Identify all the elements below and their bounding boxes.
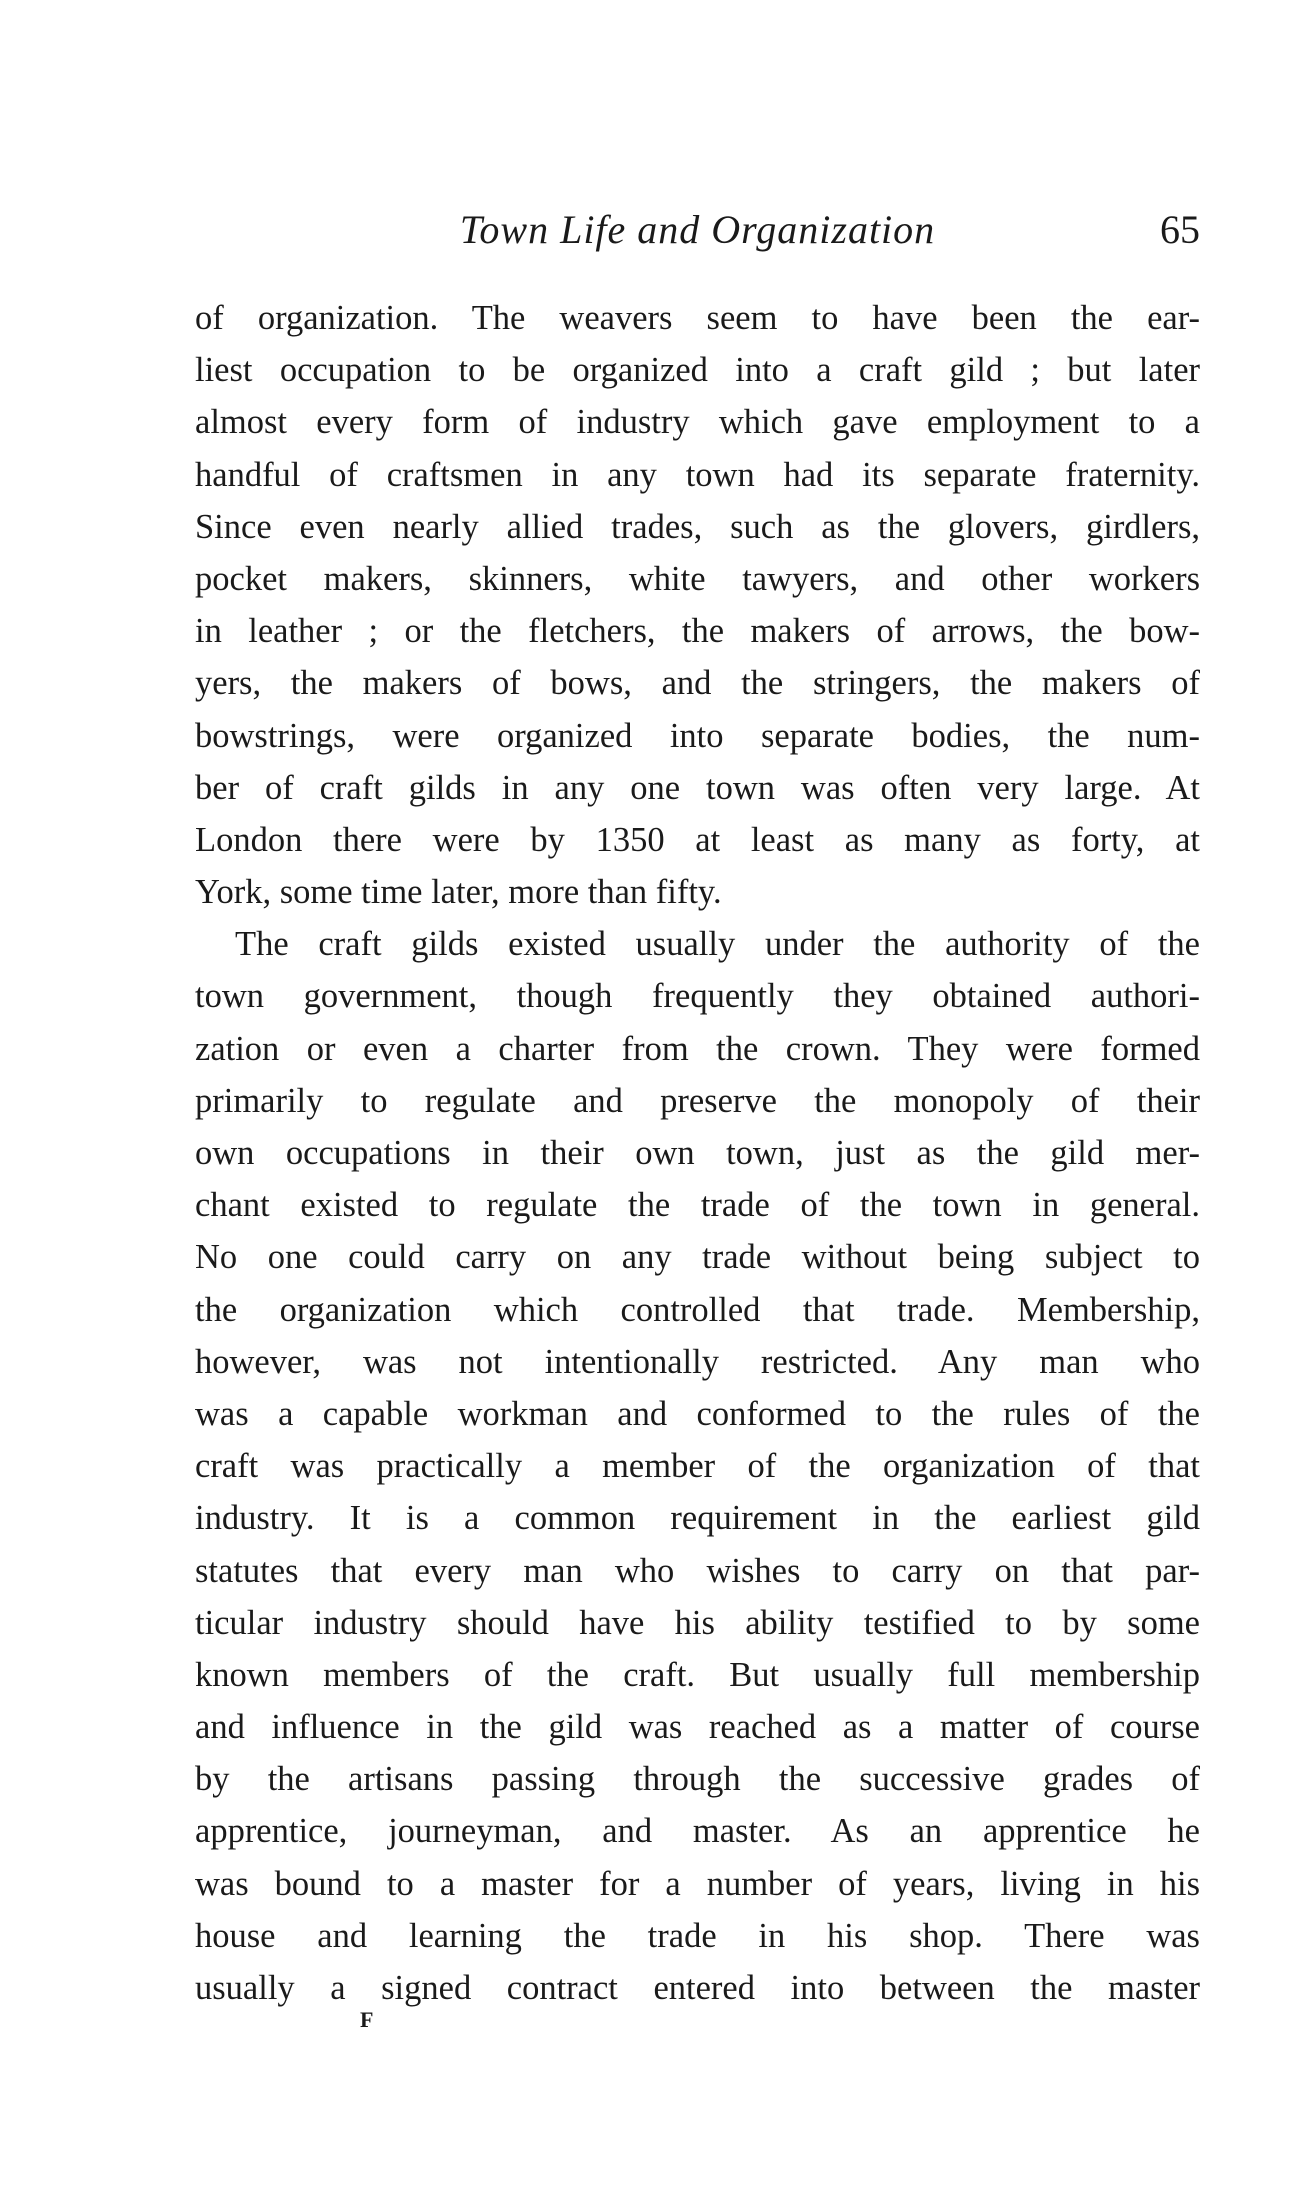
text-line: known members of the craft. But usually full membership bbox=[195, 1655, 1200, 1694]
running-title: Town Life and Organization bbox=[459, 207, 936, 252]
text-line: bowstrings, were organized into separate bodies, the num- bbox=[195, 716, 1200, 755]
text-line: the organization which controlled that trade. Membership, bbox=[195, 1290, 1200, 1329]
text-line: Since even nearly allied trades, such as the glovers, girdlers, bbox=[195, 507, 1200, 546]
text-line: town government, though frequently they obtained authori- bbox=[195, 977, 1200, 1016]
text-line: craft was practically a member of the organization of that bbox=[195, 1447, 1200, 1486]
text-line: London there were by 1350 at least as many as forty, at bbox=[195, 820, 1200, 859]
text-line: ber of craft gilds in any one town was often very large. At bbox=[195, 768, 1200, 807]
text-line: handful of craftsmen in any town had its separate fraternity. bbox=[195, 455, 1200, 494]
text-line: almost every form of industry which gave employment to a bbox=[195, 403, 1200, 442]
text-line: primarily to regulate and preserve the monopoly of their bbox=[195, 1081, 1200, 1120]
text-line: own occupations in their own town, just as the gild mer- bbox=[195, 1134, 1200, 1172]
paragraph-2 bbox=[195, 918, 1200, 2014]
text-line: The craft gilds existed usually under the authority of the bbox=[235, 925, 1200, 964]
text-line: liest occupation to be organized into a craft gild ; but later bbox=[195, 351, 1200, 390]
text-line: yers, the makers of bows, and the stringers, the makers of bbox=[195, 664, 1200, 703]
text-line: of organization. The weavers seem to have been the ear- bbox=[195, 299, 1200, 337]
text-line: statutes that every man who wishes to carry on that par- bbox=[195, 1551, 1200, 1590]
text-line: York, some time later, more than fifty. bbox=[195, 873, 722, 912]
text-line: by the artisans passing through the successive grades of bbox=[195, 1760, 1200, 1799]
text-line: zation or even a charter from the crown. They were formed bbox=[195, 1029, 1200, 1068]
page-number: 65 bbox=[1160, 207, 1200, 252]
text-line: and influence in the gild was reached as a matter of course bbox=[195, 1708, 1200, 1747]
signature-mark: F bbox=[360, 2007, 374, 2032]
text-line: industry. It is a common requirement in the earliest gild bbox=[195, 1499, 1200, 1538]
text-line: ticular industry should have his ability testified to by some bbox=[195, 1603, 1200, 1642]
text-line: pocket makers, skinners, white tawyers, and other workers bbox=[195, 559, 1200, 598]
running-head bbox=[195, 200, 1200, 260]
paragraph-1 bbox=[195, 292, 1200, 918]
text-line: however, was not intentionally restricted. Any man who bbox=[195, 1342, 1200, 1381]
text-line: in leather ; or the fletchers, the makers of arrows, the bow- bbox=[195, 612, 1200, 651]
text-line: No one could carry on any trade without being subject to bbox=[195, 1238, 1200, 1277]
text-line: was bound to a master for a number of years, living in his bbox=[195, 1864, 1200, 1903]
text-line: house and learning the trade in his shop. There was bbox=[195, 1916, 1200, 1955]
text-line: apprentice, journeyman, and master. As an apprentice he bbox=[195, 1812, 1200, 1851]
body-text bbox=[195, 292, 1200, 2014]
text-line: chant existed to regulate the trade of the town in general. bbox=[195, 1186, 1200, 1225]
text-line: usually a signed contract entered into between the master bbox=[195, 1969, 1200, 2007]
text-line: was a capable workman and conformed to the rules of the bbox=[195, 1394, 1200, 1433]
